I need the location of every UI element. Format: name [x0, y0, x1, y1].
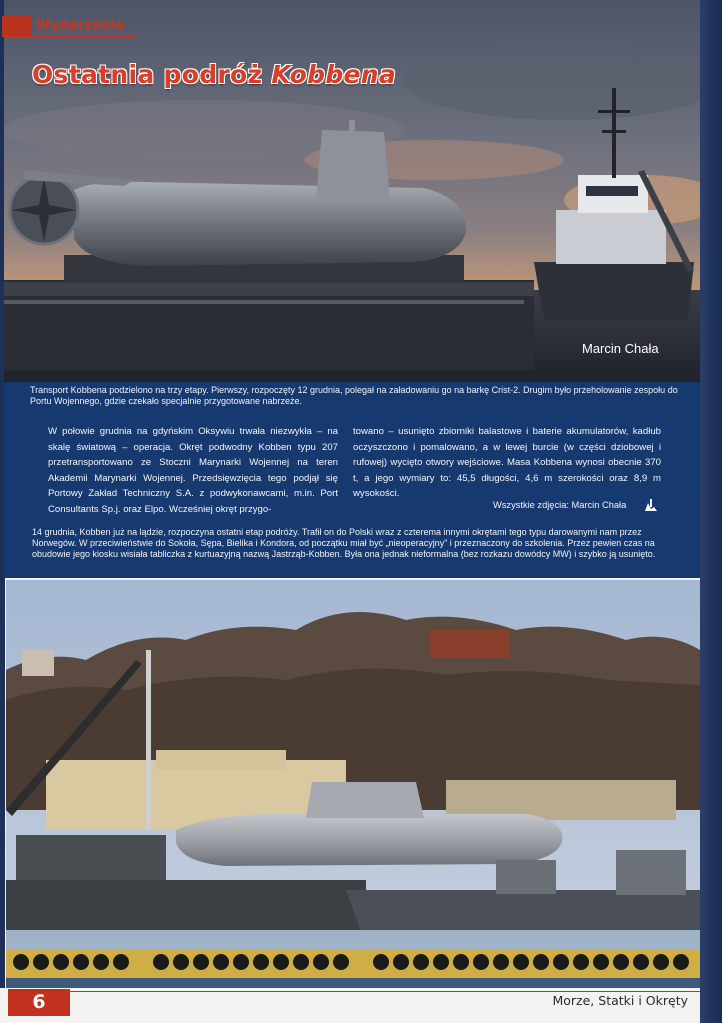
photo-submarine-on-land: [6, 580, 700, 988]
section-rule: [2, 36, 138, 37]
caption-top: Transport Kobbena podzielono na trzy etapy. Pierwszy, rozpoczęty 12 grudnia, polegał na załadowaniu go na barkę Crist-2. Drugim było przeholowanie zespołu do Portu Wojennego, gdzie czekało specjalnie przygotowane nabrzeże.: [30, 385, 678, 406]
section-square-icon: [2, 16, 32, 36]
caption-bottom: 14 grudnia, Kobben już na lądzie, rozpoczyna ostatni etap podróży. Trafił on do Polski wraz z czterema innymi okrętami tego typu darowanymi nam przez Norwegów. W przeciwieństwie do Sokoła, Sępa, Bielika i Kondora, od początku miał być „nieoperacyjny” i przeznaczony do szkolenia. Przez pewien czas na obudowie jego kiosku wisiała tabliczka z kurtuazyjną nazwą Jastrząb-Kobben. Była ona jednak nieformalna (bez rozkazu dowódcy MW) i szybko ją usunięto.: [32, 527, 656, 559]
article-column-left: W połowie grudnia na gdyńskim Oksywiu trwała niezwykła – na skalę światową – operacja. Okręt podwodny Kobben typu 207 przetransportowano ze Stoczni Marynarki Wojennej na teren Akademii Marynarki Wojennej. Przedsięwzięcia tego podjął się Portowy Zakład Techniczny S.A. z podwykonawcami, m.in. Port Consultants Sp.j. oraz Elpo. Wcześniej okręt przygo-: [48, 426, 338, 515]
headline-emphasis: Kobbena: [271, 60, 397, 89]
section-label-text: Wydarzenia: [36, 18, 125, 33]
page-edge-right: [700, 0, 722, 1023]
magazine-title: Morze, Statki i Okręty: [552, 993, 688, 1008]
footer-rule: [70, 991, 700, 992]
photo-submarine-on-barge: [4, 0, 700, 382]
headline-prefix: Ostatnia podróż: [32, 60, 272, 89]
page-number: 6: [32, 991, 46, 1013]
photo-top-credit: Marcin Chała: [582, 341, 659, 356]
article-headline: [32, 60, 396, 89]
photo-credit-all: Wszystkie zdjęcia: Marcin Chała: [493, 500, 627, 510]
end-mark-icon: [642, 497, 660, 515]
section-label: [2, 16, 138, 38]
article-column-right: towano – usunięto zbiorniki balastowe i baterie akumulatorów, kadłub oczyszczono i pomalowano, a w lewej burcie (w części dziobowej i rufowej) wycięto otwory wejściowe. Masa Kobbena wynosi obecnie 370 t, a jego wymiary to: 45,5 długości, 4,6 m szerokości oraz 8,9 m wysokości.: [353, 426, 661, 499]
